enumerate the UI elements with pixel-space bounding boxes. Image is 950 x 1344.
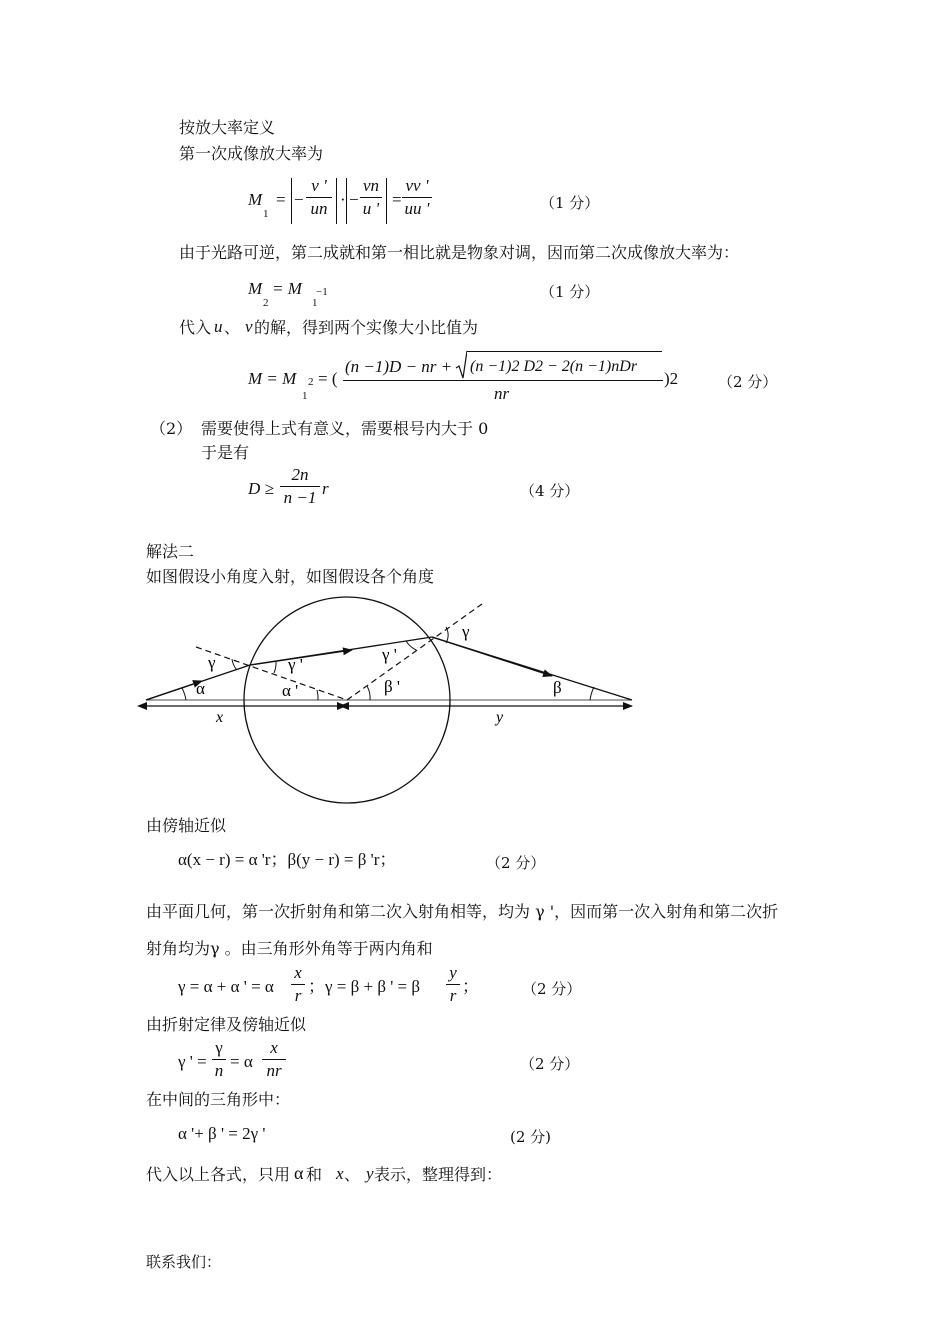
fraction <box>291 963 305 1006</box>
arc-beta-prime <box>367 686 370 700</box>
numerator: v ' <box>311 176 327 195</box>
eq-body: α '+ β ' = 2γ ' <box>178 1124 266 1143</box>
denominator: r <box>294 986 302 1005</box>
text-seg: 和 <box>306 1165 323 1184</box>
score-label: （2 分） <box>718 373 778 391</box>
var-v: v <box>245 317 253 336</box>
eq-close: )2 <box>664 369 679 388</box>
score-label: （1 分） <box>540 194 600 212</box>
text-line: 需要使得上式有意义，需要根号内大于 0 <box>201 419 489 438</box>
label-alpha-prime: α ' <box>282 681 299 700</box>
var-alpha: α <box>294 1163 304 1183</box>
label-beta-prime: β ' <box>384 677 400 696</box>
text-seg: 的解，得到两个实像大小比值为 <box>254 318 479 337</box>
score-label: (2 分) <box>510 1128 552 1146</box>
eq-symbol: M <box>248 279 263 298</box>
score-label: （2 分） <box>522 980 582 998</box>
eq-sign: = <box>276 190 286 209</box>
text-line: 于是有 <box>201 443 250 462</box>
var-y: y <box>366 1164 374 1183</box>
label-alpha: α <box>196 679 205 698</box>
text-line: 在中间的三角形中： <box>146 1090 291 1109</box>
eq-seg: γ = α + α ' = α <box>178 977 274 996</box>
eq-sign: = <box>392 190 402 209</box>
text-line: 由傍轴近似 <box>146 816 227 835</box>
eq-lhs: D ≥ <box>248 479 274 498</box>
normal-right <box>347 604 482 700</box>
eq-body: = M <box>272 279 302 298</box>
text-line: 由折射定律及傍轴近似 <box>146 1015 307 1034</box>
label-gamma-prime-left: γ ' <box>288 655 303 674</box>
numerator: vv ' <box>405 176 429 195</box>
numerator: (n −1)D − nr + <box>345 357 453 376</box>
eq-sign: = ( <box>318 369 338 388</box>
label-x: x <box>216 709 224 726</box>
text-line: 如图假设小角度入射，如图假设各个角度 <box>146 567 435 586</box>
text-seg: 、 <box>224 318 241 337</box>
denominator: n −1 <box>283 488 317 507</box>
denominator: r <box>449 986 457 1005</box>
denominator: nr <box>266 1061 282 1080</box>
radicand: (n −1)2 D2 − 2(n −1)nDr <box>470 358 638 375</box>
eq-body: α(x − r) = α 'r；β(y − r) = β 'r； <box>178 850 397 869</box>
score-label: （4 分） <box>520 482 580 500</box>
score-label: （1 分） <box>540 283 600 301</box>
fraction <box>446 963 460 1006</box>
label-gamma-right: γ <box>462 622 470 641</box>
text-line: 射角均为γ 。由三角形外角等于两内角和 <box>146 939 433 958</box>
label-gamma-left: γ <box>208 653 216 672</box>
denominator: nr <box>494 384 510 403</box>
section-label: （2） <box>150 419 193 438</box>
text-line: 按放大率定义 <box>179 118 276 137</box>
numerator: vn <box>362 176 380 195</box>
denominator: n <box>214 1061 224 1080</box>
denominator: uu ' <box>404 199 430 218</box>
eq-subscript: 1 <box>302 390 308 402</box>
eq-subscript: 1 <box>312 297 318 309</box>
eq-seg: γ ' = <box>178 1052 207 1071</box>
text-seg: 代入 <box>179 318 212 337</box>
text-line: 由平面几何，第一次折射角和第二次入射角相等，均为 γ '，因而第一次入射角和第二次折 <box>146 902 779 921</box>
text-seg: 表示，整理得到： <box>374 1165 503 1184</box>
footer-contact: 联系我们： <box>146 1253 222 1271</box>
numerator: 2n <box>291 465 309 484</box>
eq-sign: · <box>340 190 346 209</box>
eq-sign: − <box>349 190 359 209</box>
eq-sign: − <box>294 190 304 209</box>
numerator: x <box>294 963 302 982</box>
var-u: u <box>214 317 223 336</box>
fraction <box>262 1038 286 1081</box>
label-beta: β <box>553 678 562 697</box>
eq-lhs: M = M <box>248 369 297 388</box>
arc-alpha <box>182 688 186 700</box>
text-seg: 、 <box>344 1165 361 1184</box>
label-y: y <box>496 709 504 726</box>
text-line: 由于光路可逆，第二成就和第一相比就是物象对调，因而第二次成像放大率为： <box>179 243 740 262</box>
fraction <box>212 1038 226 1081</box>
eq-seg: ；γ = β + β ' = β <box>308 977 421 996</box>
numerator: γ <box>215 1038 223 1057</box>
eq-subscript: 1 <box>263 208 269 220</box>
eq-rhs: r <box>322 479 329 498</box>
arc-beta <box>590 687 594 700</box>
normal-left <box>196 647 347 700</box>
eq-superscript: 2 <box>308 376 314 388</box>
arc-gamma-prime-left <box>274 661 276 673</box>
section-title: 解法二 <box>146 542 195 561</box>
ray-arrow-3 <box>432 637 552 676</box>
ray-arrow-1 <box>146 681 202 700</box>
score-label: （2 分） <box>520 1055 580 1073</box>
eq-superscript: −1 <box>316 286 328 298</box>
denominator: u ' <box>362 199 380 218</box>
label-gamma-prime-right: γ ' <box>382 645 397 664</box>
eq-seg: = α <box>230 1052 253 1071</box>
numerator: y <box>449 963 457 982</box>
eq-subscript: 2 <box>263 297 269 309</box>
text-line: 第一次成像放大率为 <box>179 144 324 163</box>
text-seg: 代入以上各式，只用 <box>146 1165 291 1184</box>
numerator: x <box>270 1038 278 1057</box>
eq-symbol: M <box>248 190 263 209</box>
eq-seg: ； <box>462 977 479 996</box>
arc-alpha-prime <box>317 690 318 700</box>
var-x: x <box>336 1164 344 1183</box>
score-label: （2 分） <box>486 854 546 872</box>
denominator: un <box>310 199 328 218</box>
arc-gamma-prime-right <box>406 641 416 650</box>
